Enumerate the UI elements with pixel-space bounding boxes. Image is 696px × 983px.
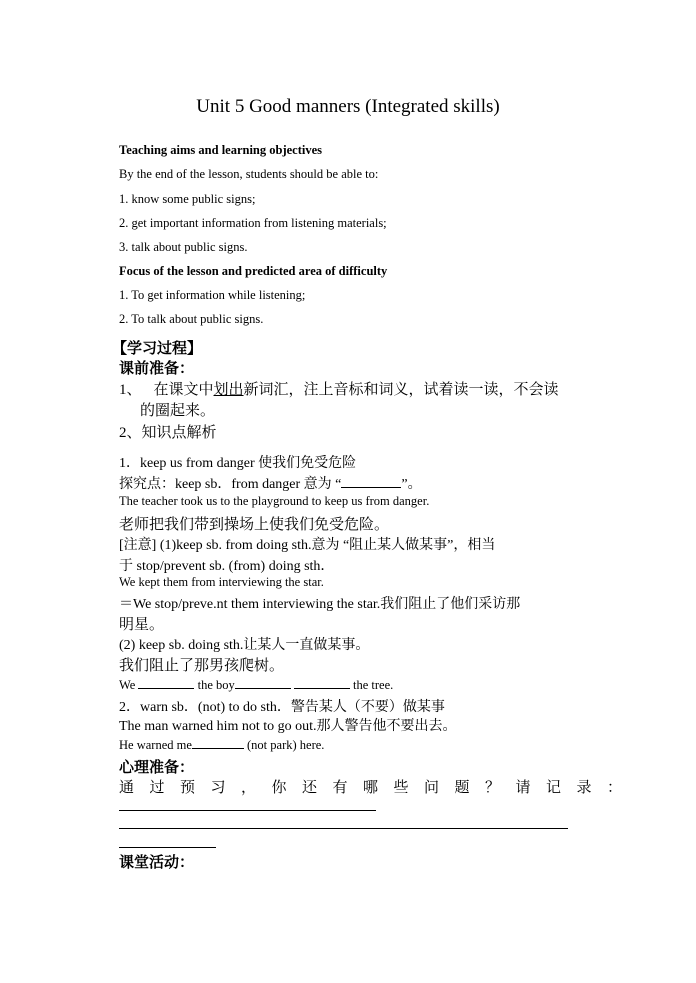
step1-underlined: 划出 — [213, 382, 244, 398]
step1-text: 在课文中 — [153, 382, 214, 398]
explore-text: 探究点：keep sb．from danger 意为 “ — [119, 477, 342, 492]
focus-item: 2. To talk about public signs. — [119, 312, 264, 326]
aims-item: 1. know some public signs; — [119, 192, 256, 206]
answer-line[interactable] — [119, 810, 376, 811]
preview-heading: 课前准备： — [119, 361, 195, 377]
aims-heading: Teaching aims and learning objectives — [119, 143, 323, 157]
step2-heading: 2、知识点解析 — [119, 425, 217, 441]
fill-text: the tree. — [353, 678, 394, 692]
example2-line3: 明星。 — [119, 617, 165, 633]
mental-heading: 心理准备： — [119, 760, 195, 776]
point1-title: 1．keep us from danger 使我们免受危险 — [119, 456, 357, 471]
point2-example-zh: 我们阻止了那男孩爬树。 — [119, 658, 285, 674]
warn-example: The man warned him not to go out.那人警告他不要出去。 — [119, 719, 457, 734]
fill-blank[interactable] — [192, 736, 244, 749]
fill-text: We — [119, 678, 136, 692]
fill-blank[interactable] — [235, 676, 291, 689]
fill-blank[interactable] — [138, 676, 194, 689]
step1-continuation: 的圈起来。 — [140, 403, 216, 419]
note-line1: [注意] (1)keep sb. from doing sth.意为 “阻止某人做某事”，相当 — [119, 538, 496, 553]
fill-text: (not park) here. — [247, 738, 325, 752]
page-title: Unit 5 Good manners (Integrated skills) — [196, 96, 500, 117]
example2-line1: We kept them from interviewing the star. — [119, 575, 324, 589]
answer-line[interactable] — [119, 828, 568, 829]
mental-prompt: 通过预习，你还有哪些问题？请记录： — [119, 780, 638, 796]
fill-blank[interactable] — [294, 676, 350, 689]
fill-blank[interactable] — [341, 475, 401, 488]
point1-explore — [119, 473, 422, 493]
note-line2: 于 stop/prevent sb. (from) doing sth． — [119, 559, 335, 574]
point1-example-en: The teacher took us to the playground to keep us from danger. — [119, 494, 430, 508]
step1-text-cont: 新词汇，注上音标和词义，试着读一读，不会读 — [243, 382, 559, 398]
fill-sentence-1 — [119, 676, 393, 693]
step1-number: 1、 — [119, 382, 142, 398]
explore-end: ”。 — [401, 477, 422, 492]
answer-line[interactable] — [119, 847, 216, 848]
step1-line — [119, 378, 559, 399]
focus-heading: Focus of the lesson and predicted area of difficulty — [119, 264, 388, 278]
point1-example-zh: 老师把我们带到操场上使我们免受危险。 — [119, 517, 390, 533]
fill-text: the boy — [197, 678, 235, 692]
aims-intro: By the end of the lesson, students should be able to: — [119, 167, 379, 181]
fill-text: He warned me — [119, 738, 192, 752]
fill-sentence-2 — [119, 736, 324, 753]
process-heading: 【学习过程】 — [112, 341, 203, 357]
class-heading: 课堂活动： — [119, 855, 195, 871]
point2-title: (2) keep sb. doing sth.让某人一直做某事。 — [119, 638, 370, 653]
aims-item: 2. get important information from listening materials; — [119, 216, 387, 230]
focus-item: 1. To get information while listening; — [119, 288, 306, 302]
warn-title: 2．warn sb．(not) to do sth．警告某人（不要）做某事 — [119, 700, 445, 715]
example2-line2: ＝We stop/preve.nt them interviewing the star.我们阻止了他们采访那 — [119, 597, 521, 612]
aims-item: 3. talk about public signs. — [119, 240, 248, 254]
